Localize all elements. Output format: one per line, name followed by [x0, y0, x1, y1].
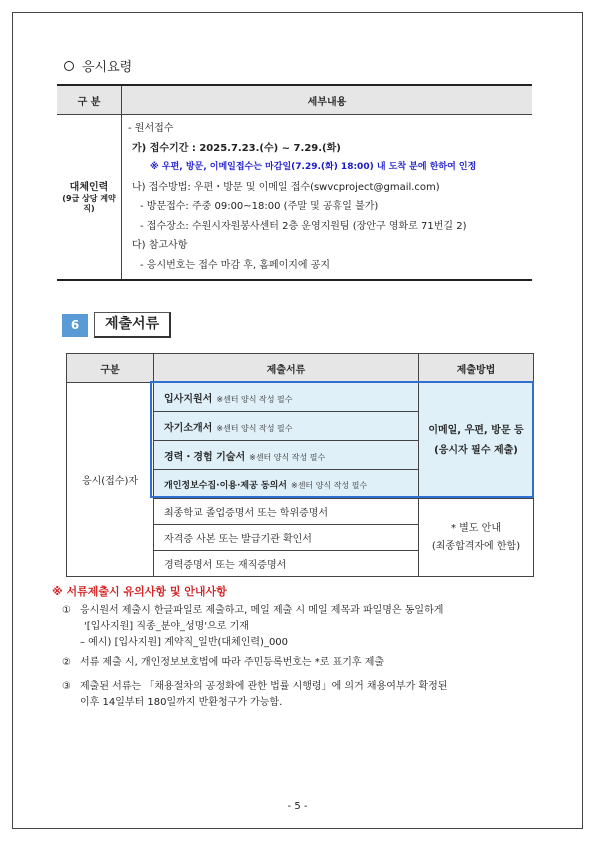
note-item [62, 679, 562, 711]
note-item [62, 603, 562, 651]
doc-required-item [154, 412, 419, 441]
doc-name: 경력・경험 기술서 [164, 451, 246, 463]
note-line: 서류 제출 시, 개인정보보호법에 따라 주민등록번호는 *로 표기후 제출 [80, 657, 385, 668]
apply-table [57, 84, 532, 281]
doc-optional-item: 최종학교 졸업증명서 또는 학위증명서 [154, 499, 419, 525]
docs-optional-method [419, 499, 534, 577]
docs-header-method: 제출방법 [419, 354, 534, 383]
notes-title: ※ 서류제출시 유의사항 및 안내사항 [52, 585, 227, 598]
doc-note: ※센터 양식 작성 필수 [216, 423, 293, 433]
docs-category: 응시(접수)자 [67, 383, 154, 577]
apply-header-category: 구 분 [57, 85, 122, 115]
apply-category: 대체인력 [69, 181, 109, 193]
doc-optional-item: 자격증 사본 또는 발급기관 확인서 [154, 525, 419, 551]
doc-required-item [154, 383, 419, 412]
circle-bullet-icon [64, 61, 74, 71]
doc-name: 개인정보수집·이용·제공 동의서 [164, 480, 287, 491]
doc-note: ※센터 양식 작성 필수 [216, 394, 293, 404]
note-line: 이후 14일부터 180일까지 반환청구가 가능함. [80, 697, 283, 708]
note-line: – 예시) [입사지원] 계약직_일반(대체인력)_000 [80, 637, 289, 648]
apply-line-deadline-note: ※ 우편, 방문, 이메일접수는 마감일(7.29.(화) 18:00) 내 도착 분에 한하여 인정 [150, 162, 477, 172]
docs-required-method [419, 383, 534, 499]
docs-header-category: 구분 [67, 354, 154, 383]
method-line: * 별도 안내 [451, 522, 501, 534]
note-line: 응시원서 제출시 한글파일로 제출하고, 메일 제출 시 메일 제목과 파일명은 동일하게 [80, 605, 444, 616]
section-apply-heading [64, 56, 132, 75]
section6-heading [62, 312, 171, 338]
apply-details-cell [122, 115, 533, 281]
page-number: - 5 - [287, 801, 308, 812]
apply-category-sub: (9급 상당 계약직) [62, 193, 116, 213]
method-line: 이메일, 우편, 방문 등 [428, 424, 524, 436]
apply-line-number-notice: - 응시번호는 접수 마감 후, 홈페이지에 공지 [140, 259, 331, 271]
doc-required-item [154, 441, 419, 470]
apply-line-method: 나) 접수방법: 우편・방문 및 이메일 접수(swvcproject@gmail.com) [132, 181, 440, 193]
documents-table [66, 353, 534, 577]
method-line: (응시자 필수 제출) [434, 444, 518, 456]
note-line: 제출된 서류는 「채용절차의 공정화에 관한 법률 시행령」에 의거 채용여부가 확정된 [80, 681, 448, 692]
apply-line: - 원서접수 [128, 123, 174, 134]
note-number: ③ [62, 681, 71, 692]
note-line: '[입사지원] 직종_분야_성명'으로 기재 [84, 621, 249, 632]
doc-name: 자기소개서 [164, 422, 213, 434]
method-line: (최종합격자에 한함) [431, 540, 521, 552]
note-number: ① [62, 605, 71, 616]
apply-line-place: - 접수장소: 수원시자원봉사센터 2층 운영지원팀 (장안구 영화로 71번길 2) [140, 220, 467, 232]
section6-title: 제출서류 [94, 312, 171, 338]
apply-line-reference: 다) 참고사항 [132, 240, 188, 251]
doc-note: ※센터 양식 작성 필수 [249, 452, 326, 462]
note-item [62, 655, 562, 671]
notes-list [62, 603, 562, 711]
note-number: ② [62, 657, 71, 668]
doc-optional-item: 경력증명서 또는 재직증명서 [154, 551, 419, 577]
section6-number-badge: 6 [62, 314, 88, 337]
apply-line-visit: - 방문접수: 주중 09:00~18:00 (주말 및 공휴일 불가) [140, 201, 379, 212]
apply-header-details: 세부내용 [122, 85, 533, 115]
doc-note: ※센터 양식 작성 필수 [291, 480, 368, 490]
apply-line-period: 가) 접수기간 : 2025.7.23.(수) ~ 7.29.(화) [132, 142, 341, 154]
doc-name: 입사지원서 [164, 393, 213, 405]
section-apply-title: 응시요령 [82, 60, 133, 75]
docs-header-documents: 제출서류 [154, 354, 419, 383]
apply-category-cell [57, 115, 122, 281]
doc-required-item [154, 470, 419, 499]
